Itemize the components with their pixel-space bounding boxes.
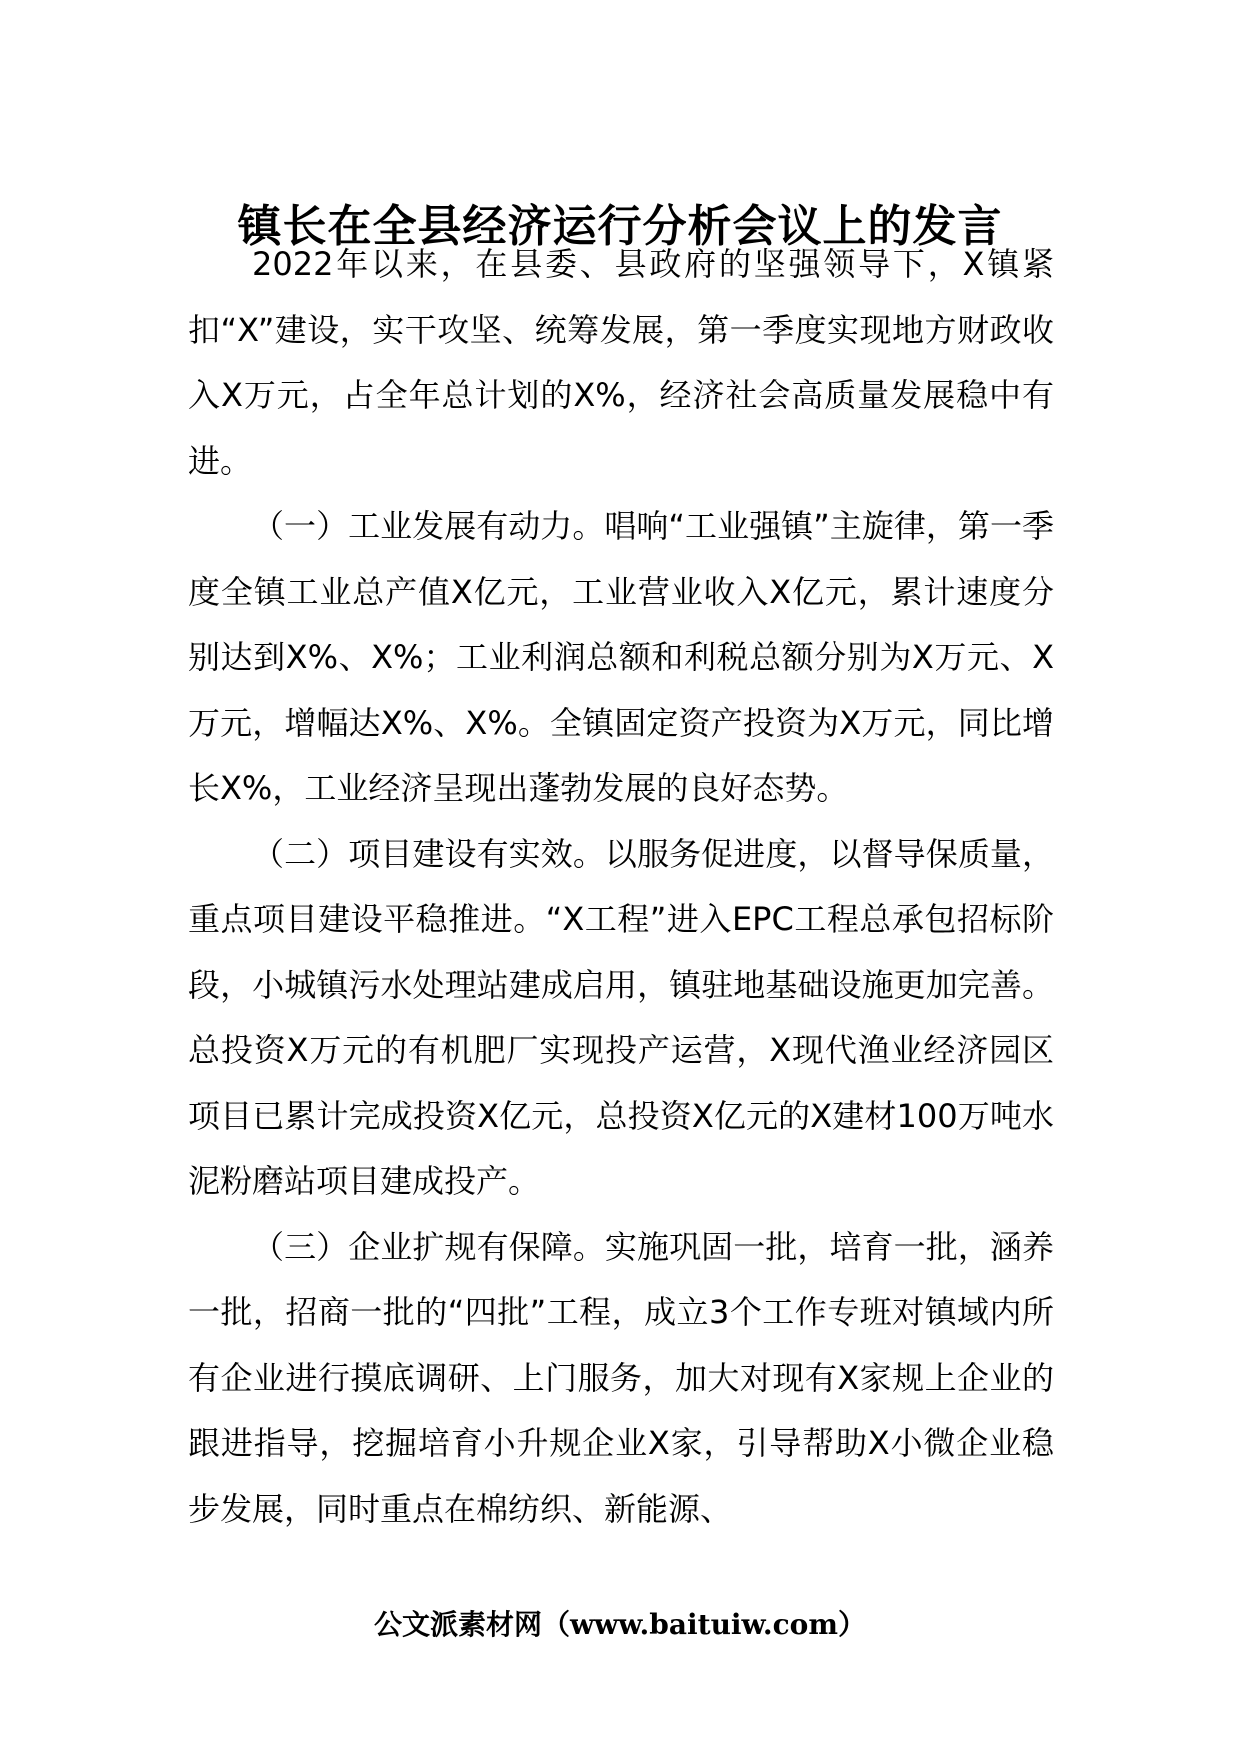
paragraph-enterprises: （三）企业扩规有保障。实施巩固一批，培育一批，涵养一批，招商一批的“四批”工程，成立3个工作专班对镇域内所有企业进行摸底调研、上门服务，加大对现有X家规上企业的跟进指导，挖掘培育小升规企业X家，引导帮助X小微企业稳步发展，同时重点在棉纺织、新能源、: [188, 1227, 1054, 1528]
paragraph-projects: （二）项目建设有实效。以服务促进度，以督导保质量，重点项目建设平稳推进。“X工程”进入EPC工程总承包招标阶段，小城镇污水处理站建成启用，镇驻地基础设施更加完善。总投资X万元的有机肥厂实现投产运营，X现代渔业经济园区项目已累计完成投资X亿元，总投资X亿元的X建材100万吨水泥粉磨站项目建成投产。: [188, 834, 1054, 1200]
document-body: [188, 232, 1054, 1542]
paragraph-intro: 2022年以来，在县委、县政府的坚强领导下，X镇紧扣“X”建设，实干攻坚、统筹发展，第一季度实现地方财政收入X万元，占全年总计划的X%，经济社会高质量发展稳中有进。: [188, 245, 1054, 480]
paragraph-industry: （一）工业发展有动力。唱响“工业强镇”主旋律，第一季度全镇工业总产值X亿元，工业营业收入X亿元，累计速度分别达到X%、X%；工业利润总额和利税总额分别为X万元、X万元，增幅达X%、X%。全镇固定资产投资为X万元，同比增长X%，工业经济呈现出蓬勃发展的良好态势。: [188, 507, 1054, 807]
footer-watermark: 公文派素材网（www.baituiw.com）: [374, 1608, 866, 1641]
document-title: 镇长在全县经济运行分析会议上的发言: [237, 201, 1003, 253]
